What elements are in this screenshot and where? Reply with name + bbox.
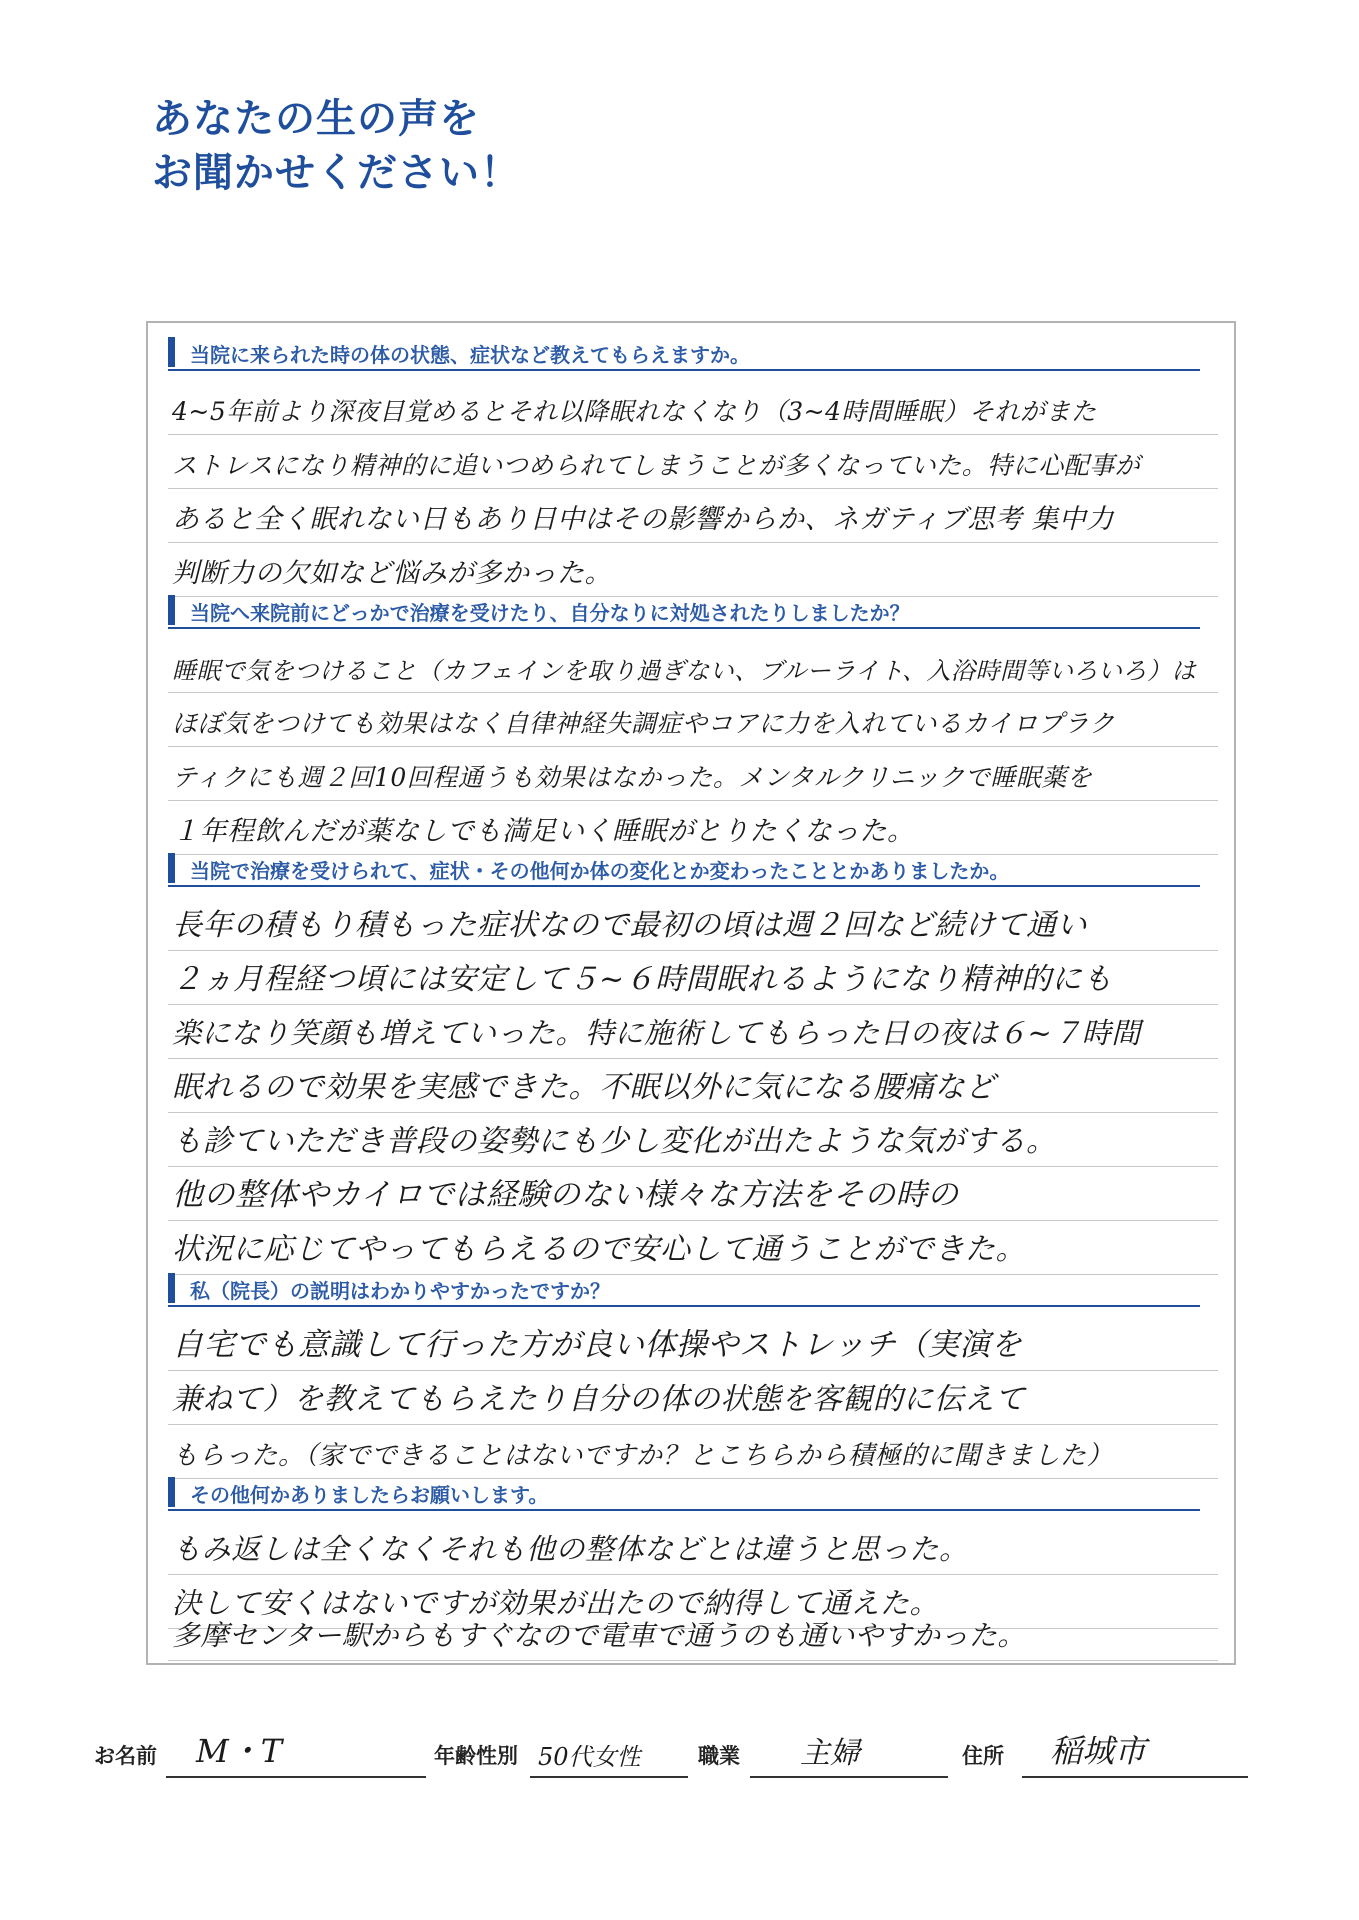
handwritten-text: 判断力の欠如など悩みが多かった。	[172, 558, 612, 589]
answer-line	[168, 1609, 1218, 1661]
answer-line	[168, 489, 1218, 543]
section-1-question: 当院に来られた時の体の状態、症状など教えてもらえますか。	[190, 343, 750, 367]
address-label: 住所	[962, 1744, 1004, 1768]
answer-line	[168, 543, 1218, 597]
answer-line	[168, 693, 1218, 747]
section-marker	[168, 853, 175, 883]
section-5-header	[168, 1473, 1200, 1511]
age-gender-value: 50代女性	[538, 1743, 641, 1771]
handwritten-text: 他の整体やカイロでは経験のない様々な方法をその時の	[172, 1177, 959, 1213]
answer-line	[168, 1425, 1218, 1479]
page-title	[152, 92, 852, 200]
handwritten-text: も診ていただき普段の姿勢にも少し変化が出たような気がする。	[172, 1124, 1057, 1159]
answer-line	[168, 1371, 1218, 1425]
handwritten-text: 楽になり笑顔も増えていった。特に施術してもらった日の夜は６~７時間	[172, 1016, 1141, 1050]
name-field	[94, 1730, 426, 1780]
page-title-line1: あなたの生の声を	[152, 96, 480, 142]
occupation-value: 主婦	[800, 1736, 860, 1771]
handwritten-text: あると全く眠れない日もあり日中はその影響からか、ネガティブ思考 集中力	[172, 504, 1114, 535]
name-label: お名前	[94, 1744, 157, 1768]
page-title-line2: お聞かせください！	[152, 150, 521, 196]
handwritten-text: ２ヵ月程経つ頃には安定して５~６時間眠れるようになり精神的にも	[172, 962, 1113, 997]
handwritten-text: もらった。（家でできることはないですか？とこちらから積極的に聞きました）	[172, 1441, 1114, 1471]
section-4-question: 私（院長）の説明はわかりやすかったですか？	[190, 1279, 610, 1303]
section-5-question: その他何かありましたらお願いします。	[190, 1483, 549, 1507]
name-value-line	[166, 1730, 426, 1778]
handwritten-text: 状況に応じてやってもらえるので安心して通うことができた。	[172, 1232, 1026, 1267]
address-field	[962, 1730, 1250, 1780]
handwritten-text: 睡眠で気をつけること（カフェインを取り過ぎない、ブルーライト、入浴時間等いろいろ）は	[172, 657, 1196, 685]
section-4-header	[168, 1269, 1200, 1307]
answer-line	[168, 1221, 1218, 1275]
answer-line	[168, 1521, 1218, 1575]
occupation-label: 職業	[698, 1744, 740, 1768]
answer-line	[168, 1113, 1218, 1167]
answer-line	[168, 897, 1218, 951]
answer-line	[168, 435, 1218, 489]
age-gender-field	[434, 1730, 688, 1780]
handwritten-text: 決して安くはないですが効果が出たので納得して通えた。	[172, 1586, 940, 1620]
section-3-question: 当院で治療を受けられて、症状・その他何か体の変化とか変わったこととかありましたか。	[190, 859, 1010, 883]
age-gender-value-line	[530, 1730, 688, 1778]
answer-line	[168, 381, 1218, 435]
handwritten-text: ストレスになり精神的に追いつめられてしまうことが多くなっていた。特に心配事が	[172, 451, 1141, 480]
occupation-field	[698, 1730, 952, 1780]
section-2-header	[168, 591, 1200, 629]
handwritten-text: 自宅でも意識して行った方が良い体操やストレッチ（実演を	[172, 1327, 1023, 1363]
handwritten-text: １年程飲んだが薬なしでも満足いく睡眠がとりたくなった。	[172, 816, 915, 847]
handwritten-text: 4~5年前より深夜目覚めるとそれ以降眠れなくなり（3~4時間睡眠）それがまた	[172, 397, 1097, 426]
occupation-value-line	[750, 1730, 948, 1778]
section-marker	[168, 337, 175, 367]
section-marker	[168, 1273, 175, 1303]
answer-line	[168, 801, 1218, 855]
handwritten-text: ほぼ気をつけても効果はなく自律神経失調症やコアに力を入れているカイロプラク	[172, 709, 1115, 738]
handwritten-text: 長年の積もり積もった症状なので最初の頃は週２回など続けて通い	[172, 908, 1087, 943]
handwritten-text: もみ返しは全くなくそれも他の整体などとは違うと思った。	[172, 1532, 969, 1566]
handwritten-text: 兼ねて）を教えてもらえたり自分の体の状態を客観的に伝えて	[172, 1382, 1026, 1417]
section-marker	[168, 595, 175, 625]
survey-form	[146, 321, 1236, 1665]
section-2-question: 当院へ来院前にどっかで治療を受けたり、自分なりに対処されたりしましたか？	[190, 601, 910, 625]
age-gender-label: 年齢性別	[434, 1744, 518, 1768]
address-value: 稲城市	[1050, 1732, 1147, 1770]
handwritten-text: 眠れるので効果を実感できた。不眠以外に気になる腰痛など	[172, 1070, 996, 1105]
answer-line	[168, 1005, 1218, 1059]
address-value-line	[1022, 1730, 1248, 1778]
section-3-header	[168, 849, 1200, 887]
section-1-header	[168, 333, 1200, 371]
answer-line	[168, 1317, 1218, 1371]
section-marker	[168, 1477, 175, 1507]
name-value: M・T	[196, 1732, 283, 1770]
handwritten-text: ティクにも週２回10回程通うも効果はなかった。メンタルクリニックで睡眠薬を	[172, 763, 1093, 792]
answer-line	[168, 1059, 1218, 1113]
handwritten-text: 多摩センター駅からもすぐなので電車で通うのも通いやすかった。	[172, 1619, 1026, 1652]
answer-line	[168, 747, 1218, 801]
answer-line	[168, 639, 1218, 693]
answer-line	[168, 951, 1218, 1005]
answer-line	[168, 1167, 1218, 1221]
